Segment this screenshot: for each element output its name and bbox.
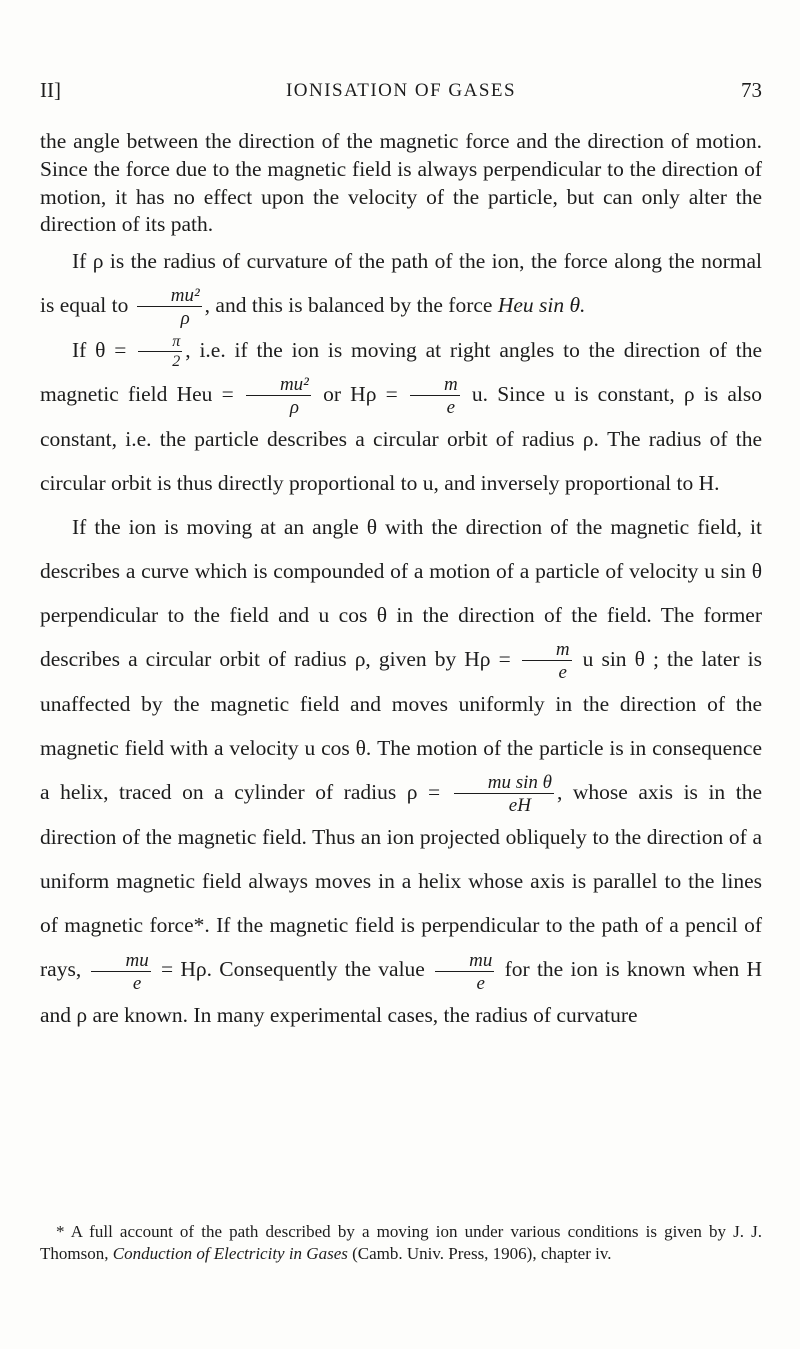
p4-text-b: u sin θ ; the later is unaffected by the magnetic field and moves uniformly in the direction of the magnetic field with a velocity u cos θ. The motion of the particle is in consequence a helix, traced on a cylinder of radius ρ =	[40, 647, 762, 805]
fraction-mu2-over-rho	[246, 375, 311, 417]
fraction-numerator: mu²	[137, 286, 202, 307]
fraction-denominator: e	[558, 662, 567, 684]
p4-text-d: = Hρ. Consequently the value	[160, 957, 425, 982]
p3-text-b: , i.e. if the ion is moving at right angles to the direction of the magnetic field Heu =	[40, 338, 762, 407]
fraction-denominator: ρ	[289, 397, 299, 419]
paragraph-3	[40, 328, 762, 505]
fraction-denominator: e	[446, 397, 456, 419]
paragraph-4	[40, 505, 762, 1036]
p2-text-a: If ρ is the radius of curvature of the path of the ion, the force along the normal is equal to	[40, 249, 762, 318]
paragraph-1: the angle between the direction of the magnetic force and the direction of motion. Since the force due to the magnetic field is always perpendicular to the direction of motion, it has no effect upon the velocity of the particle, but can only alter the direction of its path.	[40, 129, 762, 237]
fraction-denominator: ρ	[180, 308, 190, 330]
fraction-numerator: m	[410, 375, 460, 396]
p2-text-c: Heu sin θ.	[497, 293, 586, 318]
fraction-mu2-over-rho	[137, 286, 202, 328]
p3-text-d: u. Since u is constant, ρ is also constant, i.e. the particle describes a circular orbit of radius ρ. The radius of the circular orbit is thus directly proportional to u, and inversely proportional to H.	[40, 382, 763, 496]
footnote-book-title: Conduction of Electricity in Gases	[112, 1244, 348, 1263]
fraction-m-over-e	[522, 640, 572, 682]
fraction-mu-over-e	[435, 951, 494, 993]
fraction-numerator: mu	[435, 951, 494, 972]
p2-text-b: , and this is balanced by the force	[204, 293, 493, 318]
p4-text-e: for the ion is known when H and ρ are known. In many experimental cases, the radius of curvature	[40, 957, 762, 1027]
fraction-numerator: mu	[91, 951, 150, 972]
chapter-marker: II]	[40, 78, 61, 102]
running-title: IONISATION OF GASES	[285, 80, 517, 101]
fraction-numerator: π	[138, 334, 182, 352]
fraction-numerator: m	[522, 640, 572, 661]
fraction-denominator: 2	[172, 353, 181, 371]
fraction-pi-over-2	[138, 334, 182, 370]
fraction-numerator: mu²	[246, 375, 311, 396]
fraction-mu-over-e	[91, 951, 150, 993]
body-text	[40, 128, 762, 1037]
fraction-musin-over-eH	[454, 773, 554, 815]
fraction-numerator: mu sin θ	[454, 773, 554, 794]
page-number: 73	[741, 78, 762, 102]
fraction-denominator: e	[476, 972, 485, 994]
footnote-tail: (Camb. Univ. Press, 1906), chapter iv.	[352, 1244, 612, 1263]
p3-text-c: or Hρ =	[323, 382, 398, 407]
p4-text-a: If the ion is moving at an angle θ with the direction of the magnetic field, it describes a curve which is compounded of a motion of a particle of velocity u sin θ perpendicular to the field and u cos θ in the direction of the field. The former describes a circular orbit of radius ρ, given by Hρ =	[40, 515, 762, 672]
fraction-denominator: eH	[508, 795, 531, 817]
footnote-text: * A full account of the path described by a moving ion under various conditions is given by J. J. Thomson,	[40, 1222, 762, 1263]
p4-text-c: , whose axis is in the direction of the magnetic field. Thus an ion projected obliquely to the direction of a uniform magnetic field always moves in a helix whose axis is parallel to the lines of magnetic force*. If the magnetic field is perpendicular to the path of a pencil of rays,	[40, 780, 762, 982]
fraction-m-over-e	[410, 375, 460, 417]
paragraph-2	[40, 239, 762, 328]
running-header	[40, 78, 762, 108]
p3-text-a: If θ =	[72, 338, 127, 363]
footnote	[40, 1221, 762, 1265]
fraction-denominator: e	[132, 972, 142, 994]
